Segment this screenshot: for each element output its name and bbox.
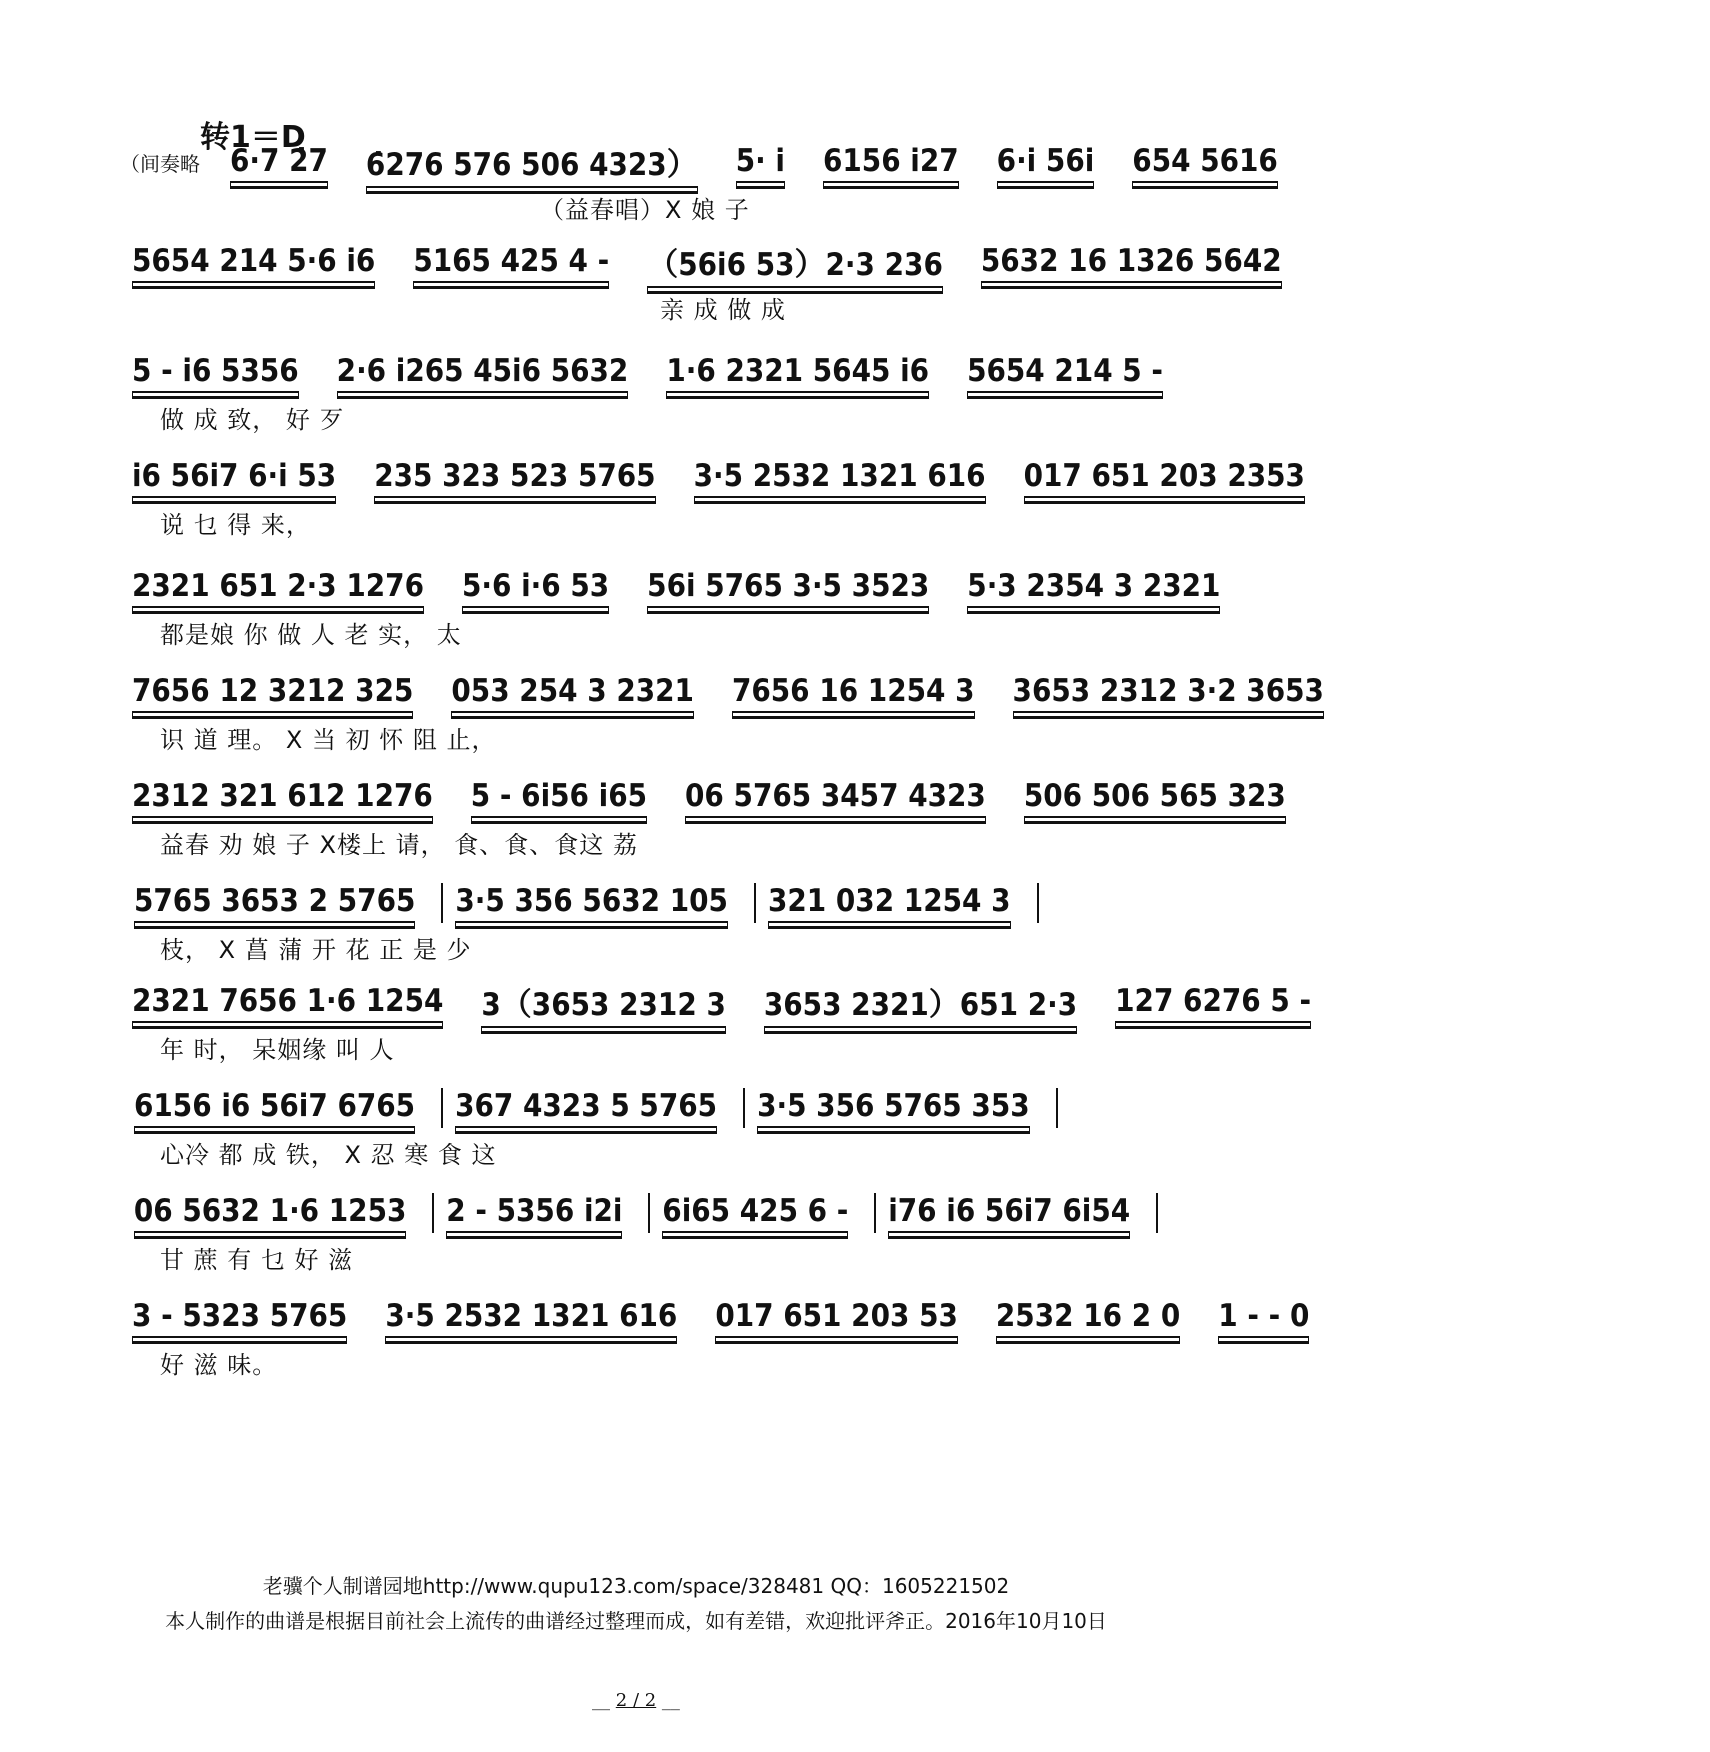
measure: 017 651 203 53 [715, 1298, 958, 1338]
lyrics-line: 益春 劝 娘 子 X楼上 请， 食、食、食这 荔 [160, 831, 638, 859]
measure: 06 5632 1·6 1253 [134, 1193, 407, 1233]
measure: 2321 651 2·3 1276 [132, 568, 424, 608]
barline [743, 1088, 745, 1128]
lyrics-line: 都是娘 你 做 人 老 实， 太 [160, 621, 462, 649]
measure: 1 - - 0 [1218, 1298, 1309, 1338]
measure: 3653 2321）651 2·3 [764, 979, 1077, 1028]
barline [441, 883, 443, 923]
measure: 3 - 5323 5765 [132, 1298, 347, 1338]
measure: 2532 16 2 0 [996, 1298, 1180, 1338]
page-number: __ 2 / 2 __ [592, 1690, 680, 1711]
lyrics-line: 心冷 都 成 铁， X 忍 寒 食 这 [160, 1141, 497, 1169]
measure: （间奏略 [120, 151, 200, 176]
notation-line [120, 565, 1221, 611]
measure: 2321 7656 1·6 1254 [132, 983, 443, 1023]
measure: 3653 2312 3·2 3653 [1013, 673, 1324, 713]
footer-credit: 老骥个人制谱园地http://www.qupu123.com/space/328481 QQ：1605221502 [262, 1574, 1010, 1598]
lyrics-line: （益春唱）X 娘 子 [540, 196, 750, 224]
notation-line [120, 240, 1282, 286]
measure: 6·7 2̇7 [230, 143, 328, 183]
notation-line [120, 350, 1170, 396]
measure: 654 5616 [1132, 143, 1278, 183]
measure: 7656 12 3212 325 [132, 673, 413, 713]
lyrics-line: 年 时， 呆姻缘 叫 人 [160, 1036, 395, 1064]
measure: 1·6 2321 5645 i6 [666, 353, 929, 393]
notation-line [120, 1295, 1310, 1341]
measure: 5 - 6i56 i65 [471, 778, 647, 818]
measure: 5·3 2354 3 2321 [967, 568, 1220, 608]
notation-line [120, 880, 1170, 926]
barline [1156, 1193, 1158, 1233]
measure: 5654 214 5 - [967, 353, 1163, 393]
key-change-label: 转1＝D [200, 120, 306, 155]
measure: 321 032 1254 3 [768, 883, 1011, 923]
measure: 7656 16 1254 3 [732, 673, 975, 713]
barline [874, 1193, 876, 1233]
barline [441, 1088, 443, 1128]
barline [1056, 1088, 1058, 1128]
measure: 235 323 523 5765 [374, 458, 655, 498]
measure: 6156 i27 [823, 143, 959, 183]
measure: i76 i6 56i7 6i54 [888, 1193, 1130, 1233]
measure: 5· i [736, 143, 785, 183]
measure: 5654 214 5·6 i6 [132, 243, 375, 283]
measure: 5165 425 4 - [413, 243, 609, 283]
measure: i6 56i7 6·i 53 [132, 458, 336, 498]
notation-line [120, 140, 1278, 186]
notation-line [120, 980, 1312, 1026]
page-number-text: 2 / 2 [615, 1690, 657, 1711]
measure: 56i 5765 3·5 3523 [647, 568, 929, 608]
notation-line [120, 775, 1286, 821]
measure: 2·6 i265 45i6 5632 [337, 353, 629, 393]
notation-line [120, 1085, 1170, 1131]
lyrics-line: 枝， X 菖 蒲 开 花 正 是 少 [160, 936, 472, 964]
measure: 367 4323 5 5765 [455, 1088, 717, 1128]
measure: 5 - i6 5356 [132, 353, 299, 393]
measure: 5·6 i·6 53 [462, 568, 609, 608]
barline [432, 1193, 434, 1233]
measure: 5632 16 1326 5642 [981, 243, 1282, 283]
lyrics-line: 好 滋 味。 [160, 1351, 278, 1379]
notation-line [120, 1190, 1170, 1236]
measure: 06 5765 3457 4323 [685, 778, 986, 818]
footer-disclaimer: 本人制作的曲谱是根据目前社会上流传的曲谱经过整理而成，如有差错，欢迎批评斧正。2016年10月10日 [165, 1609, 1107, 1633]
measure: 3·5 2532 1321 616 [694, 458, 986, 498]
barline [648, 1193, 650, 1233]
measure: 053 254 3 2321 [451, 673, 694, 713]
lyrics-line: 说 乜 得 来， [160, 511, 311, 539]
notation-line [120, 455, 1305, 501]
measure: 5765 3653 2 5765 [134, 883, 415, 923]
measure: 6̇276 576 506 4323） [366, 139, 698, 188]
measure: 3（3653 2312 3 [481, 979, 725, 1028]
measure: 3·5 2532 1321 616 [385, 1298, 677, 1338]
lyrics-line: 甘 蔗 有 乜 好 滋 [160, 1246, 354, 1274]
lyrics-line: 识 道 理。 X 当 初 怀 阻 止， [160, 726, 497, 754]
measure: 6156 i6 56i7 6765 [134, 1088, 415, 1128]
measure: 017 651 203 2353 [1024, 458, 1305, 498]
measure: 3·5 356 5765 353 [757, 1088, 1030, 1128]
measure: （56i6 53）2·3 236 [647, 239, 943, 288]
lyrics-line: 亲 成 做 成 [660, 296, 786, 324]
measure: 3·5 356 5632 105 [455, 883, 728, 923]
measure: 2312 321 612 1276 [132, 778, 433, 818]
measure: 6·i 56i [997, 143, 1095, 183]
measure: 506 506 565 323 [1024, 778, 1286, 818]
notation-line [120, 670, 1324, 716]
measure: 2 - 5356 i2i [446, 1193, 622, 1233]
barline [1037, 883, 1039, 923]
measure: 6i65 425 6 - [662, 1193, 848, 1233]
lyrics-line: 做 成 致， 好 歹 [160, 406, 345, 434]
barline [754, 883, 756, 923]
measure: 127 6276 5 - [1115, 983, 1311, 1023]
